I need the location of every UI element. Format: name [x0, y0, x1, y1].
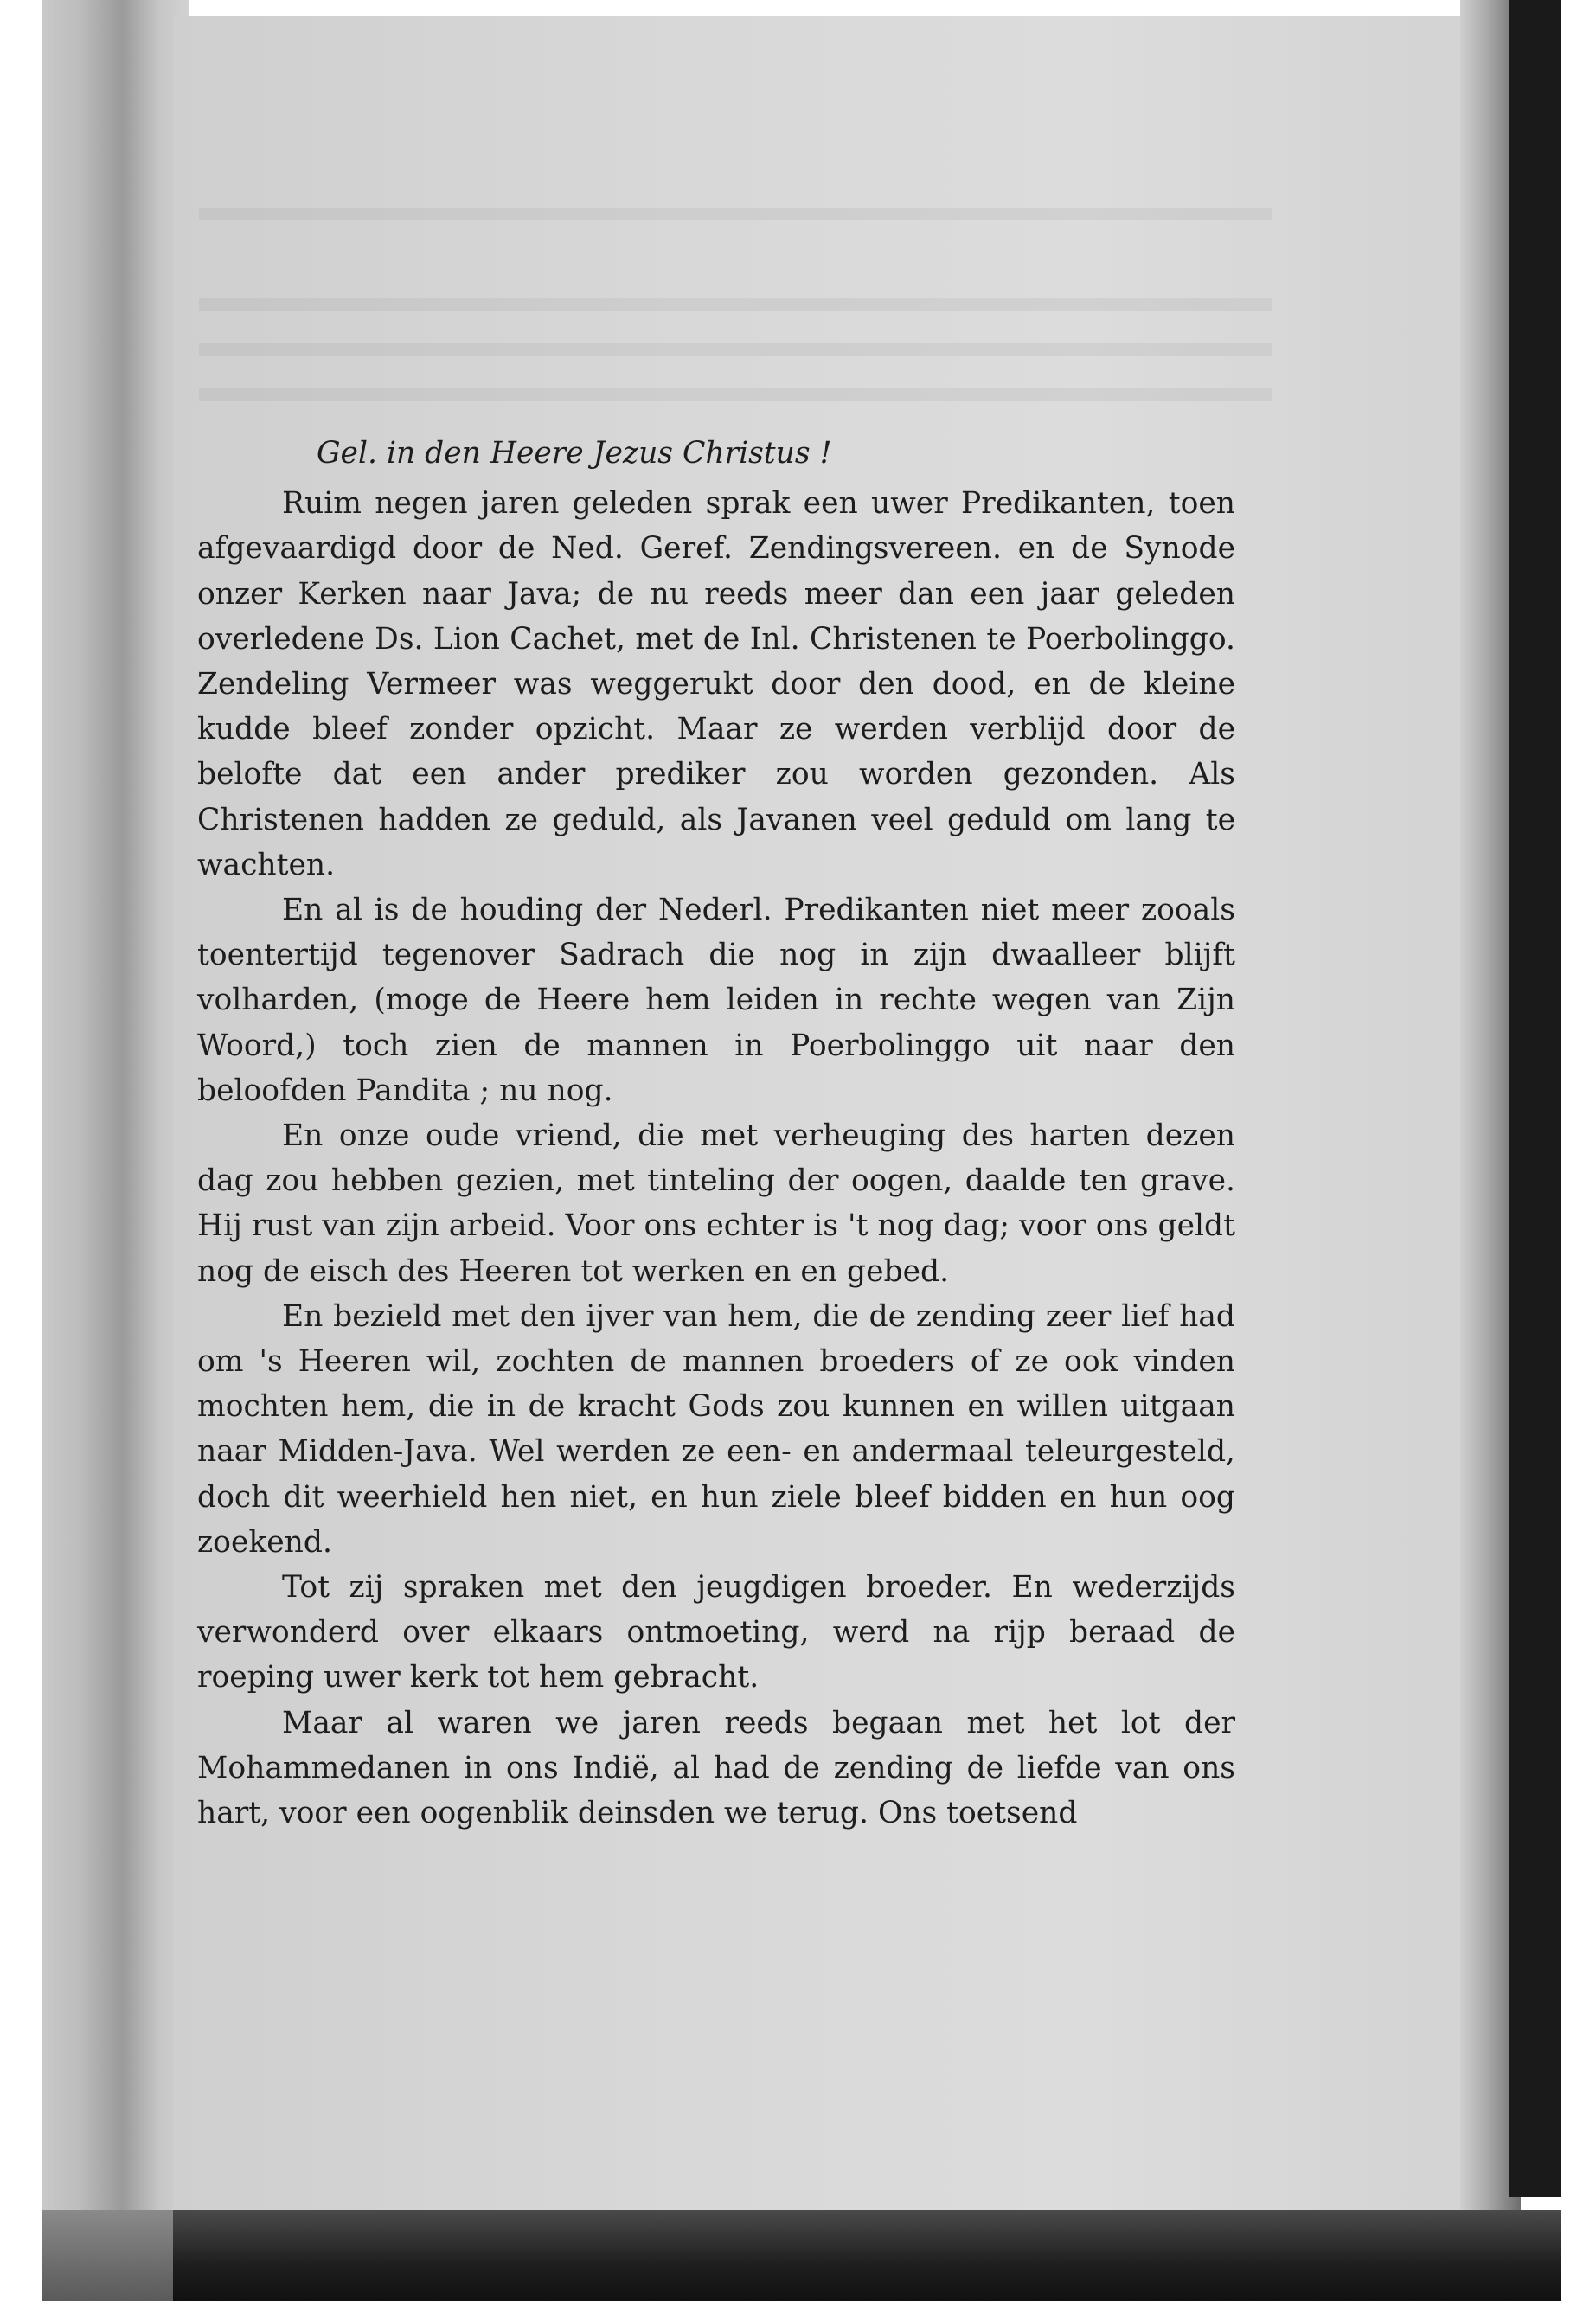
paragraph: Maar al waren we jaren reeds begaan met het lot der Mohammedanen in ons Indië, al had de zending de liefde van ons hart, voor een oogenblik deinsden we terug. Ons toetsend [197, 1705, 1235, 1831]
paragraph: Tot zij spraken met den jeugdigen broeder. En wederzijds verwonderd over elkaars ontmoeting, werd na rijp beraad de roeping uwer kerk tot hem gebracht. [197, 1570, 1235, 1695]
book-spine-shadow [42, 0, 189, 2301]
show-through-line [199, 208, 1272, 220]
show-through-line [199, 343, 1272, 356]
show-through-line [199, 298, 1272, 311]
bottom-dark-border [173, 2210, 1561, 2301]
left-margin [0, 0, 42, 2301]
paragraph: Ruim negen jaren geleden sprak een uwer Predikanten, toen afgevaardigd door de Ned. Geref. Zendingsvereen. en de Synode onzer Kerken naar Java; de nu reeds meer dan een jaar geleden overledene Ds. Lion Cachet, met de Inl. Christenen te Poerbolinggo. Zendeling Vermeer was weggerukt door den dood, en de kleine kudde bleef zonder opzicht. Maar ze werden verblijd door de belofte dat een ander prediker zou worden gezonden. Als Christenen hadden ze geduld, als Javanen veel geduld om lang te wachten. [197, 486, 1235, 882]
paragraph: En onze oude vriend, die met verheuging des harten dezen dag zou hebben gezien, met tinteling der oogen, daalde ten grave. Hij rust van zijn arbeid. Voor ons echter is 't nog dag; voor ons geldt nog de eisch des Heeren tot werken en en gebed. [197, 1118, 1235, 1289]
paragraph: En bezield met den ijver van hem, die de zending zeer lief had om 's Heeren wil, zochten de mannen broeders of ze ook vinden mochten hem, die in de kracht Gods zou kunnen en willen uitgaan naar Midden-Java. Wel werden ze een- en andermaal teleurgesteld, doch dit weerhield hen niet, en hun ziele bleef bidden en hun oog zoekend. [197, 1298, 1235, 1560]
body-text [197, 431, 1235, 1836]
bottom-left-shadow [42, 2210, 189, 2301]
right-dark-border [1509, 0, 1561, 2197]
salutation: Gel. in den Heere Jezus Christus ! [317, 436, 832, 471]
show-through-line [199, 388, 1272, 401]
paragraph: En al is de houding der Nederl. Predikanten niet meer zooals toentertijd tegenover Sadrach die nog in zijn dwaalleer blijft volharden, (moge de Heere hem leiden in rechte wegen van Zijn Woord,) toch zien de mannen in Poerbolinggo uit naar den beloofden Pandita ; nu nog. [197, 893, 1235, 1108]
